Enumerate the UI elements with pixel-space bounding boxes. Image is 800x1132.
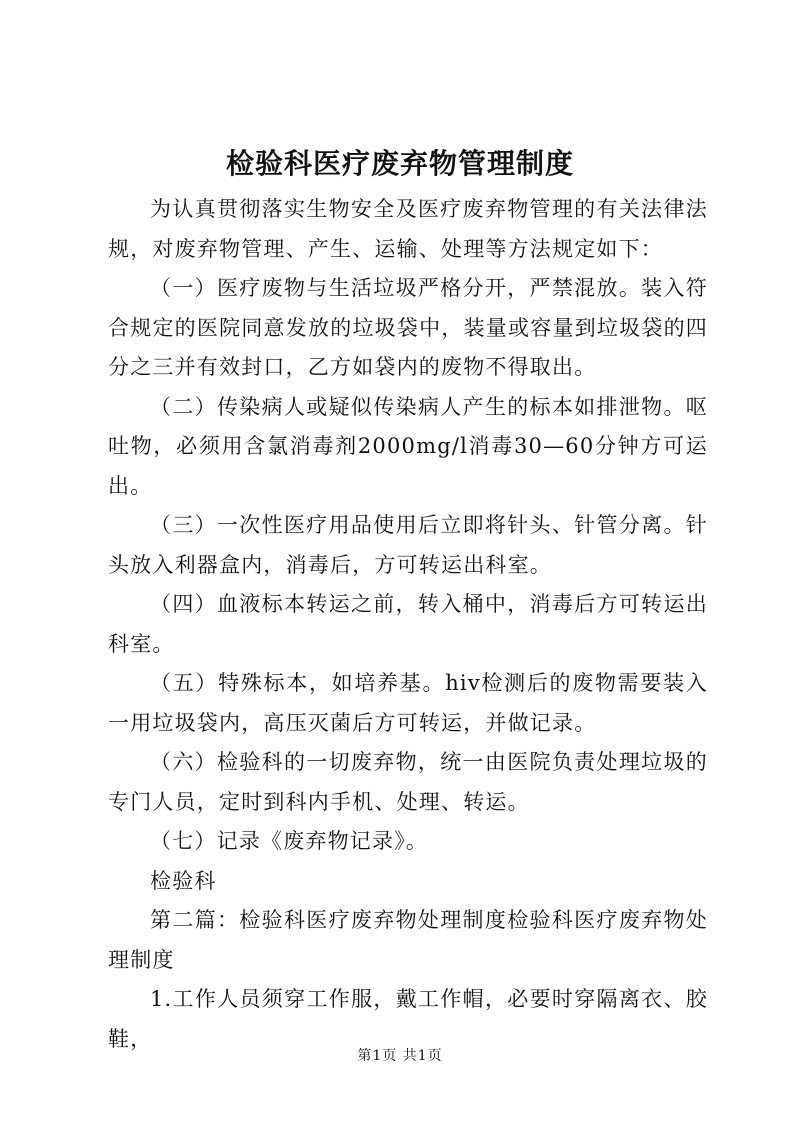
paragraph-item-5: （五）特殊标本，如培养基。hiv检测后的废物需要装入一用垃圾袋内，高压灭菌后方可转运，并做记录。 <box>108 671 708 735</box>
paragraph-second-item-1: 1.工作人员须穿工作服，戴工作帽，必要时穿隔离衣、胶鞋， <box>108 987 708 1051</box>
paragraph-item-7: （七）记录《废弃物记录》。 <box>150 829 429 853</box>
paragraph-item-3: （三）一次性医疗用品使用后立即将针头、针管分离。针头放入利器盒内，消毒后，方可转运出科室。 <box>108 513 708 577</box>
document-body <box>108 190 708 1059</box>
paragraph-item-1: （一）医疗废物与生活垃圾严格分开，严禁混放。装入符合规定的医院同意发放的垃圾袋中，装量或容量到垃圾袋的四分之三并有效封口，乙方如袋内的废物不得取出。 <box>108 276 708 379</box>
page-footer: 第1页 共1页 <box>357 1048 443 1064</box>
document-title: 检验科医疗废弃物管理制度 <box>225 147 574 180</box>
paragraph-department: 检验科 <box>150 868 217 893</box>
paragraph-item-4: （四）血液标本转运之前，转入桶中，消毒后方可转运出科室。 <box>108 592 708 656</box>
paragraph-item-2: （二）传染病人或疑似传染病人产生的标本如排泄物。呕吐物，必须用含氯消毒剂2000mg/l消毒30—60分钟方可运出。 <box>108 394 708 498</box>
paragraph-second-title: 第二篇：检验科医疗废弃物处理制度检验科医疗废弃物处理制度 <box>108 908 708 972</box>
paragraph-intro: 为认真贯彻落实生物安全及医疗废弃物管理的有关法律法规，对废弃物管理、产生、运输、处理等方法规定如下： <box>108 197 708 261</box>
paragraph-item-6: （六）检验科的一切废弃物，统一由医院负责处理垃圾的专门人员，定时到科内手机、处理、转运。 <box>108 750 708 814</box>
